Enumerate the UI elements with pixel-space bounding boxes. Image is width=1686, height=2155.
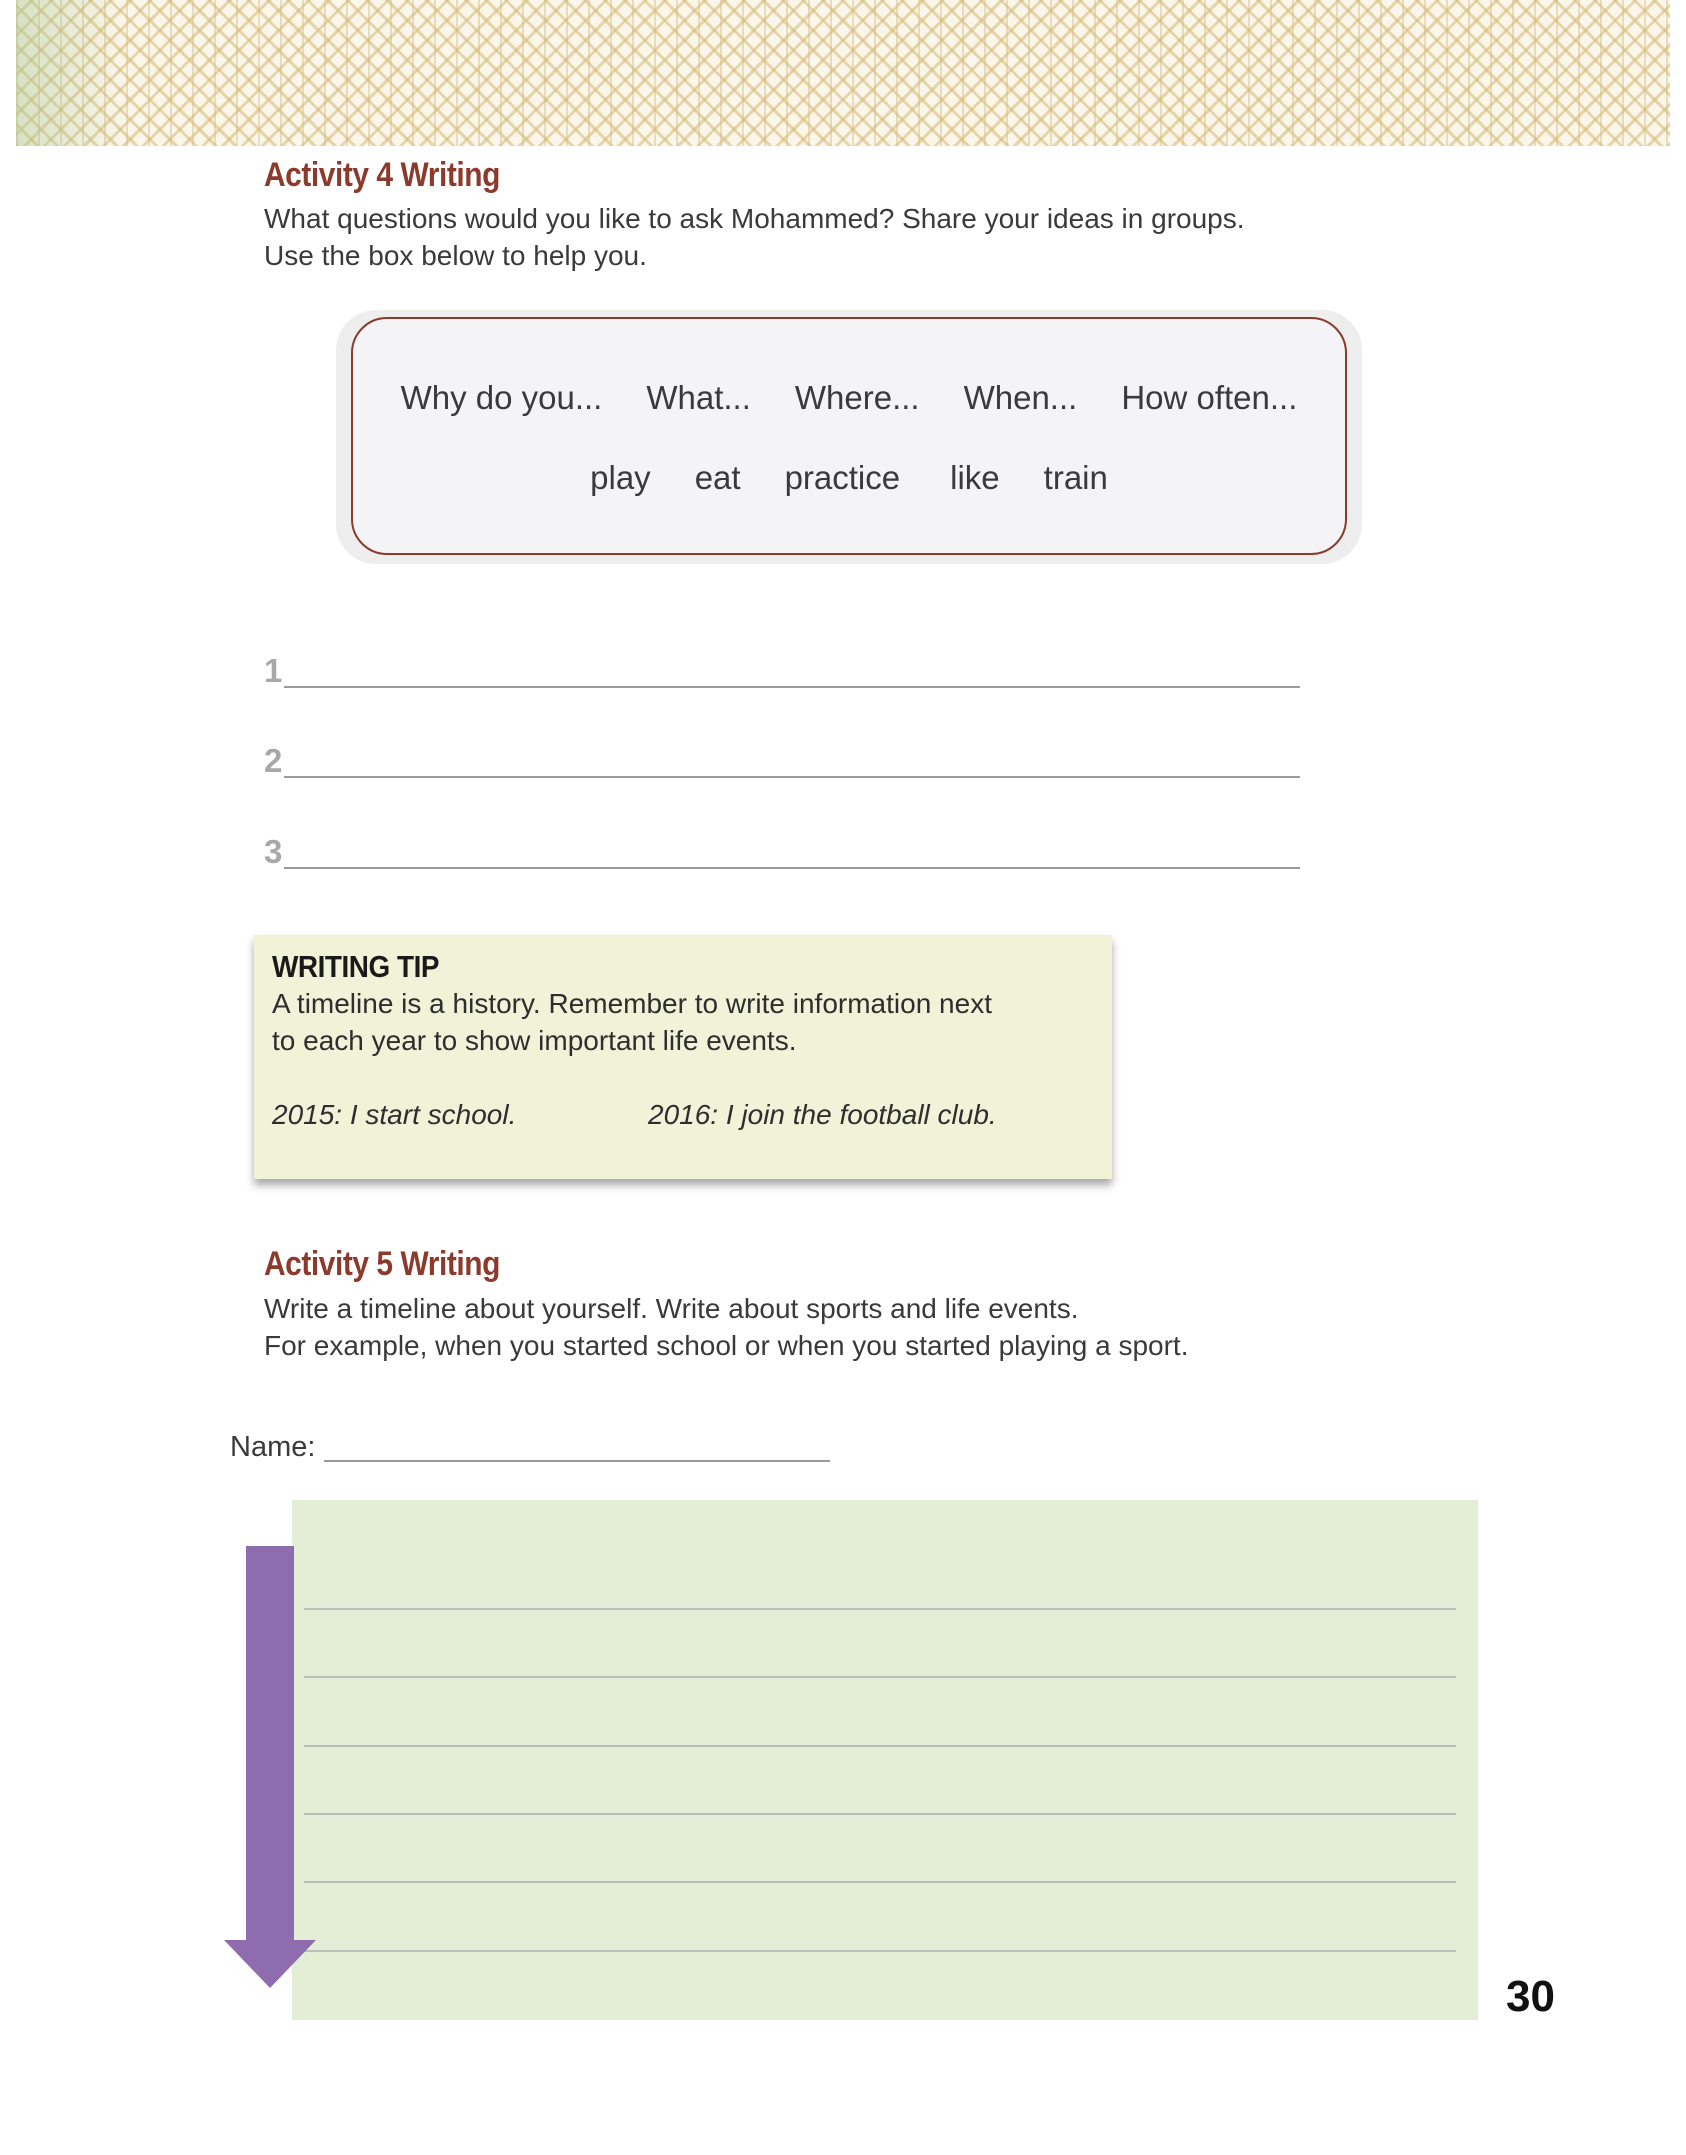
answer-line-3[interactable] — [264, 829, 1300, 873]
answer-underline — [284, 686, 1300, 688]
answer-underline — [284, 867, 1300, 869]
activity-4-instruction-line-1: What questions would you like to ask Mohammed? Share your ideas in groups. — [264, 203, 1245, 234]
word-eat: eat — [694, 459, 741, 496]
writing-line — [304, 1608, 1456, 1610]
word-box — [351, 317, 1347, 555]
word-where: Where... — [794, 379, 920, 416]
writing-tip-title: WRITING TIP — [272, 949, 440, 984]
name-underline — [324, 1460, 830, 1462]
decorative-pattern-banner — [16, 0, 1670, 146]
timeline-arrow-head-icon — [224, 1940, 316, 1988]
answer-number: 2 — [264, 742, 283, 779]
activity-5-instruction-line-2: For example, when you started school or when you started playing a sport. — [264, 1330, 1189, 1361]
writing-line — [304, 1813, 1456, 1815]
writing-tip-body — [272, 985, 992, 1059]
writing-tip-example-1: 2015: I start school. — [272, 1099, 517, 1130]
word-play: play — [590, 459, 651, 496]
word-when: When... — [963, 379, 1078, 416]
activity-5-heading: Activity 5 Writing — [264, 1245, 500, 1283]
page-number: 30 — [1506, 1972, 1555, 2021]
answer-number: 3 — [264, 833, 283, 870]
writing-line — [304, 1881, 1456, 1883]
answer-line-2[interactable] — [264, 738, 1300, 782]
word-like: like — [950, 459, 1000, 496]
word-why-do-you: Why do you... — [400, 379, 603, 416]
name-field[interactable] — [230, 1428, 830, 1468]
writing-line — [304, 1676, 1456, 1678]
activity-4-instruction-line-2: Use the box below to help you. — [264, 240, 647, 271]
word-box-verbs — [353, 459, 1345, 497]
answer-line-1[interactable] — [264, 648, 1300, 692]
name-label: Name: — [230, 1431, 316, 1463]
word-what: What... — [646, 379, 751, 416]
answer-underline — [284, 776, 1300, 778]
word-train: train — [1043, 459, 1108, 496]
writing-tip-body-line-2: to each year to show important life events. — [272, 1025, 797, 1056]
writing-tip-example-2: 2016: I join the football club. — [648, 1099, 997, 1130]
activity-4-heading: Activity 4 Writing — [264, 156, 500, 194]
word-practice: practice — [784, 459, 901, 496]
word-box-question-starters — [353, 379, 1345, 417]
writing-line — [304, 1745, 1456, 1747]
answer-number: 1 — [264, 652, 283, 689]
writing-tip-box — [254, 935, 1112, 1179]
writing-line — [304, 1950, 1456, 1952]
timeline-writing-area[interactable] — [292, 1500, 1478, 2020]
activity-5-instruction-line-1: Write a timeline about yourself. Write about sports and life events. — [264, 1293, 1079, 1324]
timeline-arrow-shaft — [246, 1546, 294, 1944]
writing-tip-body-line-1: A timeline is a history. Remember to write information next — [272, 988, 992, 1019]
word-how-often: How often... — [1121, 379, 1298, 416]
